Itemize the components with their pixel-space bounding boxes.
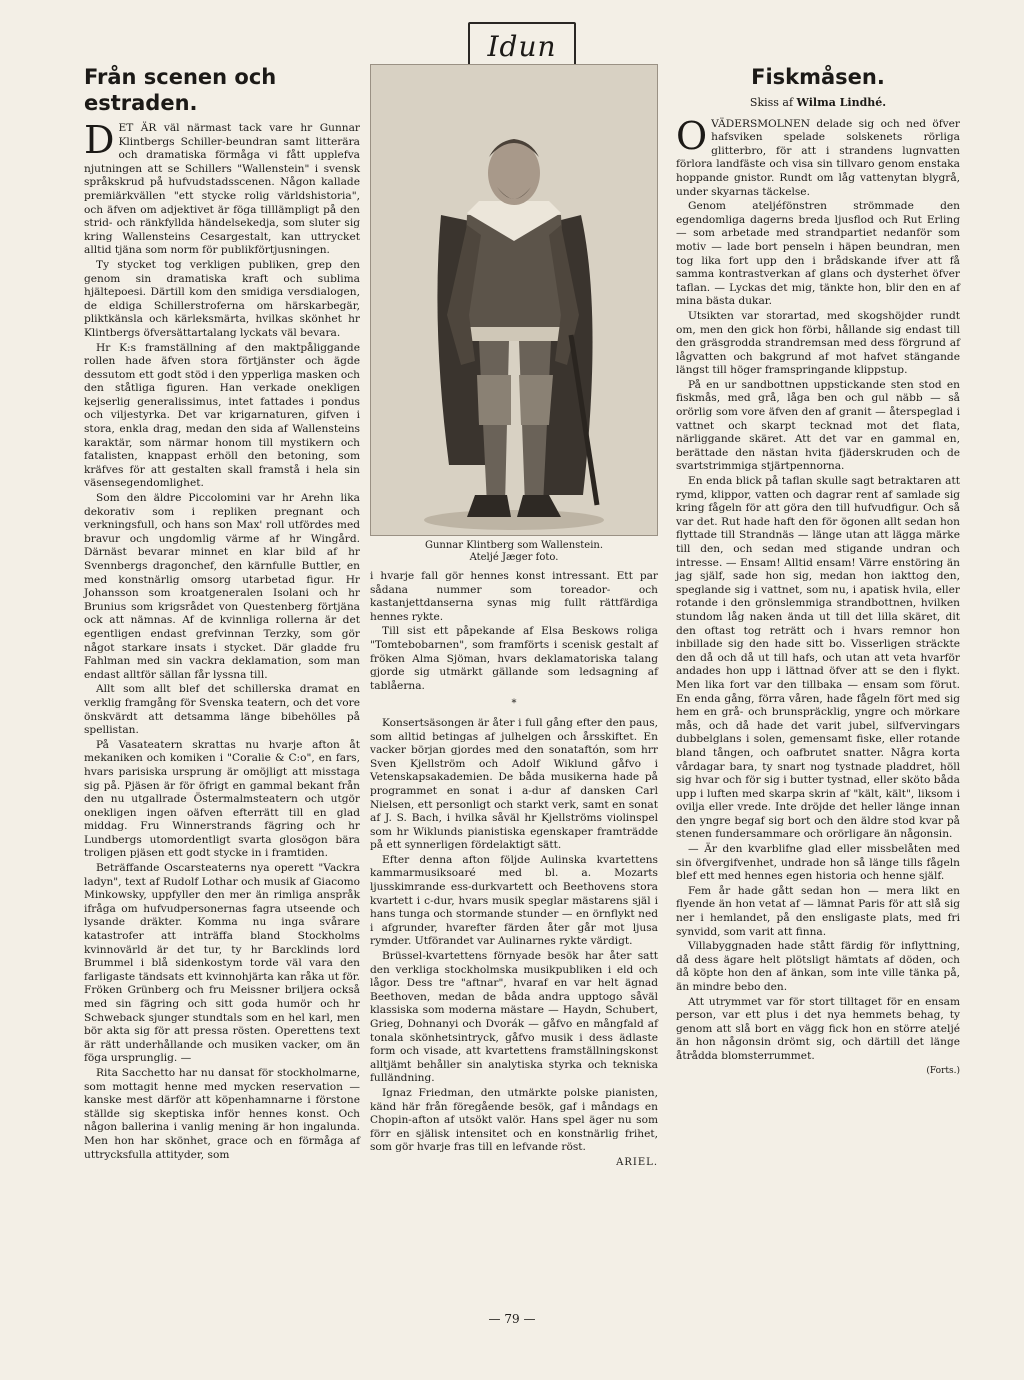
paragraph: DET ÄR väl närmast tack vare hr Gunnar Klintbergs Schiller-beundran samt litterära och dramatiska förmåga vi fått upplefva njutningen att se Schillers "Wallenstein" i svensk språkskrud på hufvudstadsscenen. Någon kallade premiärkvällen "ett stycke rolig världshistoria", och äfven om adjektivet är föga tilllämpligt på den strid- och ränkfyllda händelsekedja, som sluter sig kring Wallensteins Cesargestalt, kan uttrycket alltid tjäna som norm för publikförtjusningen. bbox=[84, 118, 360, 257]
paragraph: Beträffande Oscarsteaterns nya operett "Vackra ladyn", text af Rudolf Lothar och musik af Giacomo Minkowsky, uppfyller den mer än rimliga anspråk ifråga om hufvudpersonernas fagra utseende och lysande dräkter. Komma nu inga svårare katastrofer att inträffa bland Stockholms kvinnovärld är det tur, ty hr Barcklinds lord Brummel i blå sidenkostym torde väl vara den farligaste tändsats ett kvinnohjärta kan råka ut för. Fröken Grünberg och fru Meissner briljera också med sin fägring och sitt goda humör och hr Schweback sjunger stundtals som en hel karl, men bör akta sig för att pressa rösten. Operettens text är rätt underhållande och musiken vacker, om än föga ursprunglig. — bbox=[84, 862, 360, 1065]
section-divider: * bbox=[511, 698, 517, 710]
masthead-logo bbox=[468, 22, 576, 70]
author-signature: ARIEL. bbox=[616, 1156, 658, 1168]
paragraph: i hvarje fall gör hennes konst intressant. Ett par sådana nummer som toreador- och kastanjettdanserna synas mig fullt rättfärdiga hennes rykte. bbox=[370, 570, 658, 623]
paragraph: Till sist ett påpekande af Elsa Beskows roliga "Tomtebobarnen", som framförts i scenisk gestalt af fröken Alma Sjöman, hvars deklamatoriska talang gjorde sig utmärkt gällande som ledsagning af tablåerna. bbox=[370, 625, 658, 692]
column-left bbox=[84, 64, 360, 1163]
paragraph: Rita Sacchetto har nu dansat för stockholmarne, som mottagit henne med mycken reservation — kanske mest därför att köpenhamnarne i förstone ställde sig skeptiska inför hennes konst. Och någon ballerina i vanlig mening är hon ingalunda. Men hon har skönhet, grace och en förmåga af uttrycksfulla attityder, som bbox=[84, 1066, 360, 1161]
paragraph: Ty stycket tog verkligen publiken, grep den genom sin dramatiska kraft och sublima hjältepoesi. Därtill kom den smidiga versdialogen, de eldiga Schillerstroferna om härskarbegär, pliktkänsla och kärleksmärta, hvilkas skönhet hr Klintbergs öfversättartalang lyckats väl bevara. bbox=[84, 258, 360, 339]
paragraph: En enda blick på taflan skulle sagt betraktaren att rymd, klippor, vatten och dagrar rent af samlade sig kring fågeln för att göra den till hufvudfigur. Och så var det. Rut hade haft den för ögonen allt sedan hon flyttade till Strandnäs — länge utan att lägga märke till den, och sedan med stigande undran och intresse. — Ensam! Alltid ensam! Värre enstöring än jag själf, sade hon sig, medan hon iakttog den, speglande sig i vattnet, som nu, i apatisk hvila, eller rotande i den grönslemmiga strandbottnen, hvilken stundom låg naken ända ut till det lilla skäret, dit den oftast tog reträtt och i hvars remnor hon inbillade sig den hade sitt bo. Visserligen sträckte den då och då ut till hafs, och utan att veta hvarför andades hon upp i lättnad öfver att se den i flykt. Men lika fort var den tillbaka — ensam som förut. En enda gång, förra våren, hade fågeln fört med sig hem en grå- och brunspräcklig, yngre och mörkare mås, och då hade det varit jubel, silfvervingars dubbelglans i solen, gemensamt fiske, eller rotande bland tången, och oafbrutet snatter. Några korta vårdagar bara, ty snart nog tystnade pladdret, höll sig hvar och för sig i butter tystnad, eller sköto båda upp i luften med skarpa skrin af "kält, kält", liksom i ovilja eller vrede. Inte dröjde det heller länge innan den yngre begaf sig bort och den äldre stod kvar på stenen fundersammare och orörligare än någonsin. bbox=[676, 475, 960, 841]
photo-caption bbox=[370, 540, 658, 564]
caption-credit: Ateljé Jæger foto. bbox=[469, 552, 559, 563]
paragraph: På Vasateatern skrattas nu hvarje afton åt mekaniken och komiken i "Coralie & C:o", en fars, hvars parisiska ursprung är omöjligt att misstaga sig på. Pjäsen är för öfrigt en gammal bekant från den nu utgallrade Östermalmsteatern och utgör onekligen ingen oäfven efterrätt till en glad middag. Fru Winnerstrands fägring och hr Lundbergs utomordentligt svarta glosögon bära troligen pjäsen ett godt stycke in i framtiden. bbox=[84, 738, 360, 860]
paragraph: Allt som allt blef det schillerska dramat en verklig framgång för Svenska teatern, och det vore önskvärdt att detsamma länge bibehölles på spellistan. bbox=[84, 683, 360, 737]
continued-marker: (Forts.) bbox=[926, 1065, 960, 1076]
paragraph: På en ur sandbottnen uppstickande sten stod en fiskmås, med grå, låga ben och gul näbb — så orörlig som vore äfven den af granit — återspeglad i vattnet och skarpt tecknad mot det flata, närliggande skäret. Att det var en gammal en, berättade den nästan hvita fjäderskruden och de svartstrimmiga stjärtpennorna. bbox=[676, 378, 960, 473]
paragraph: Ignaz Friedman, den utmärkte polske pianisten, känd här från föregående besök, gaf i måndags en Chopin-afton af utsökt valör. Hans spel äger nu som förr en själisk intensitet och en konstnärlig frihet, som gör hvarje fras till en lefvande röst. bbox=[370, 1086, 658, 1154]
portrait-photo bbox=[370, 64, 658, 536]
paragraph: OVÄDERSMOLNEN delade sig och ned öfver hafsviken spelade solskenets rörliga glitterbro, för att i strandens lugnvatten förlora landfäste och visa sin tillvaro genom enstaka hoppande gnistor. Rundt om låg vattenytan blygrå, under skyarnas täckelse. bbox=[676, 113, 960, 198]
paragraph: Fem år hade gått sedan hon — mera likt en flyende än hon vetat af — lämnat Paris för att slå sig ner i hemlandet, på den ensligaste plats, med fri synvidd, som varit att finna. bbox=[676, 884, 960, 938]
paragraph: Att utrymmet var för stort tilltaget för en ensam person, var ett plus i det nya hemmets behag, ty genom att slå bort en vägg fick hon en större ateljé än hon någonsin drömt sig, och därtill det länge åtrådda blomsterrummet. bbox=[676, 995, 960, 1062]
paragraph: — Är den kvarblifne glad eller missbelåten med sin öfvergifvenhet, undrade hon så länge tills fågeln blef ett med hennes egen historia och henne själf. bbox=[676, 843, 960, 883]
portrait-figure-illustration bbox=[371, 65, 657, 535]
paragraph: Villabyggnaden hade stått färdig för inflyttning, då dess ägare helt plötsligt hämtats af döden, och då köpte hon den af änkan, som inte ville tänka på, än mindre bebo den. bbox=[676, 940, 960, 993]
paragraph: Utsikten var storartad, med skogshöjder rundt om, men den gick hon förbi, hållande sig endast till den gräsgrodda strandremsan med dess förgrund af lågvatten och bakgrund af mot hafvet stängande längst till höger framspringande klippstup. bbox=[676, 309, 960, 377]
paragraph: Hr K:s framställning af den maktpåliggande rollen hade äfven stora förtjänster och ägde dessutom ett godt stöd i den ypperliga masken och den ståtliga figuren. Han verkade onekligen kejserlig generalissimus, intet fattades i pondus och viljestyrka. Det var krigarnaturen, gifven i stora, enkla drag, medan den sida af Wallensteins karaktär, som närmar honom till mystikern och fatalisten, knappast erhöll den betoning, som kräfves för att gestalten skall framstå i hela sin väsensegendomlighet. bbox=[84, 341, 360, 490]
article-subtitle: Skiss af Wilma Lindhé. bbox=[749, 96, 887, 109]
column-right bbox=[676, 64, 960, 1078]
dropcap: D bbox=[84, 118, 115, 162]
masthead-logo-text: Idun bbox=[487, 29, 557, 63]
paragraph: Genom ateljéfönstren strömmade den egendomliga dagerns breda ljusflod och Rut Erling — som arbetade med strandpartiet nedanför som motiv — lade bort penseln i häpen beundran, men tog lika fort upp den i brådskande ifver att få samma kontrastverkan af glans och dysterhet öfver taflan. — Lyckas det mig, tänkte hon, blir den en af mina bästa dukar. bbox=[676, 200, 960, 308]
page-number: — 79 — bbox=[488, 1312, 536, 1326]
paragraph: Som den äldre Piccolomini var hr Arehn lika dekorativ som i repliken pregnant och verkningsfull, och hans son Max' roll utfördes med bravur och ungdomlig värme af hr Wingård. Därnäst bevarar minnet en klar bild af hr Svennbergs dragonchef, den kärnfulle Buttler, en med konstnärlig omsorg utarbetad figur. Hr Johansson som kroatgeneralen Isolani och hr Brunius som krigsrådet von Questenberg förtjäna ock att nämnas. Af de kvinnliga rollerna är det egentligen endast grefvinnan Terzky, som gör något starkare insats i stycket. Där gladde fru Fahlman med sin vackra deklamation, som man endast alltför sällan får lyssna till. bbox=[84, 492, 360, 681]
caption-line: Gunnar Klintberg som Wallenstein. bbox=[424, 540, 604, 551]
paragraph: Brüssel-kvartettens förnyade besök har åter satt den verkliga stockholmska musikpubliken i eld och lågor. Dess tre "aftnar", hvaraf en var helt ägnad Beethoven, medan de båda andra upptogo såväl klassiska som moderna mästare — Haydn, Schubert, Grieg, Dohnanyi och Dvorák — gåfvo en mångfald af tonala skönhetsintryck, gåfvo musik i dess ädlaste form och visade, att kvartettens framställningskonst alltjämt behåller sin analytiska styrka och tekniska fulländning. bbox=[370, 950, 658, 1085]
article-heading-right: Fiskmåsen. bbox=[751, 65, 885, 89]
dropcap: O bbox=[676, 113, 708, 158]
article-heading-left: Från scenen och estraden. bbox=[84, 65, 277, 115]
paragraph: Efter denna afton följde Aulinska kvartettens kammarmusiksoaré med bl. a. Mozarts ljusskimrande ess-durkvartett och Beethovens stora kvartett i c-dur, hvars musik speglar mästarens själ i hans tunga och stormande stunder — en örnflykt ned i afgrunder, hvarefter färden åter går mot ljusa rymder. Utförandet var Aulinarnes rykte värdigt. bbox=[370, 853, 658, 948]
column-middle bbox=[370, 64, 658, 1170]
paragraph: Konsertsäsongen är åter i full gång efter den paus, som alltid betingas af julhelgen och årsskiftet. En vacker början gjordes med den sonataftón, som hrr Sven Kjellström och Adolf Wiklund gåfvo i Vetenskapsakademien. De båda musikerna hade på programmet en sonat i a-dur af dansken Carl Nielsen, ett personligt och starkt verk, samt en sonat af J. S. Bach, i hvilka såväl hr Kjellströms violinspel som hr Wiklunds pianistiska egenskaper framträdde på ett synnerligen fördelaktigt sätt. bbox=[370, 716, 658, 852]
author-name: Wilma Lindhé. bbox=[796, 96, 887, 109]
